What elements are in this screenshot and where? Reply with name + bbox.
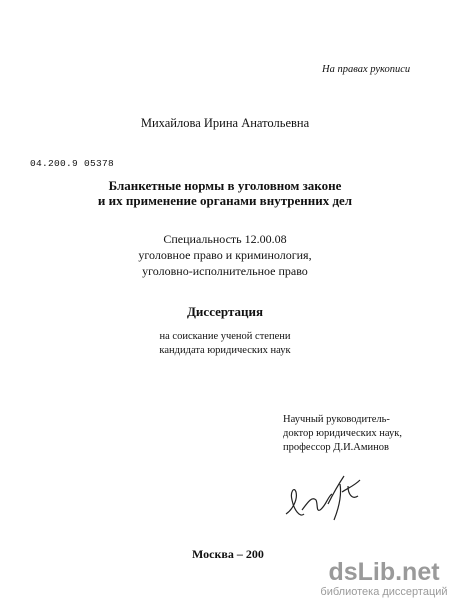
supervisor-role: Научный руководитель- (283, 414, 390, 425)
handwritten-signature (282, 470, 374, 530)
dslib-watermark (318, 558, 450, 606)
watermark-logo: dsLib.net (328, 558, 440, 586)
supervisor-degree: доктор юридических наук, (283, 428, 402, 439)
manuscript-rights-note: На правах рукописи (322, 64, 411, 75)
author-name: Михайлова Ирина Анатольевна (140, 116, 310, 130)
supervisor-name: профессор Д.И.Аминов (283, 442, 389, 453)
work-type: Диссертация (186, 304, 264, 319)
watermark-subtitle: библиотека диссертаций (320, 586, 448, 598)
specialty-field-1: уголовное право и криминология, (138, 248, 312, 262)
degree-line-1: на соискание ученой степени (159, 331, 291, 342)
title-line-1: Бланкетные нормы в уголовном законе (108, 178, 342, 193)
archive-code: 04.200.9 05378 (30, 158, 115, 169)
specialty-field-2: уголовно-исполнительное право (142, 264, 308, 278)
degree-line-2: кандидата юридических наук (159, 345, 291, 356)
specialty-code: Специальность 12.00.08 (163, 232, 287, 246)
city-year: Москва – 200 (192, 547, 264, 561)
title-line-2: и их применение органами внутренних дел (97, 193, 353, 208)
